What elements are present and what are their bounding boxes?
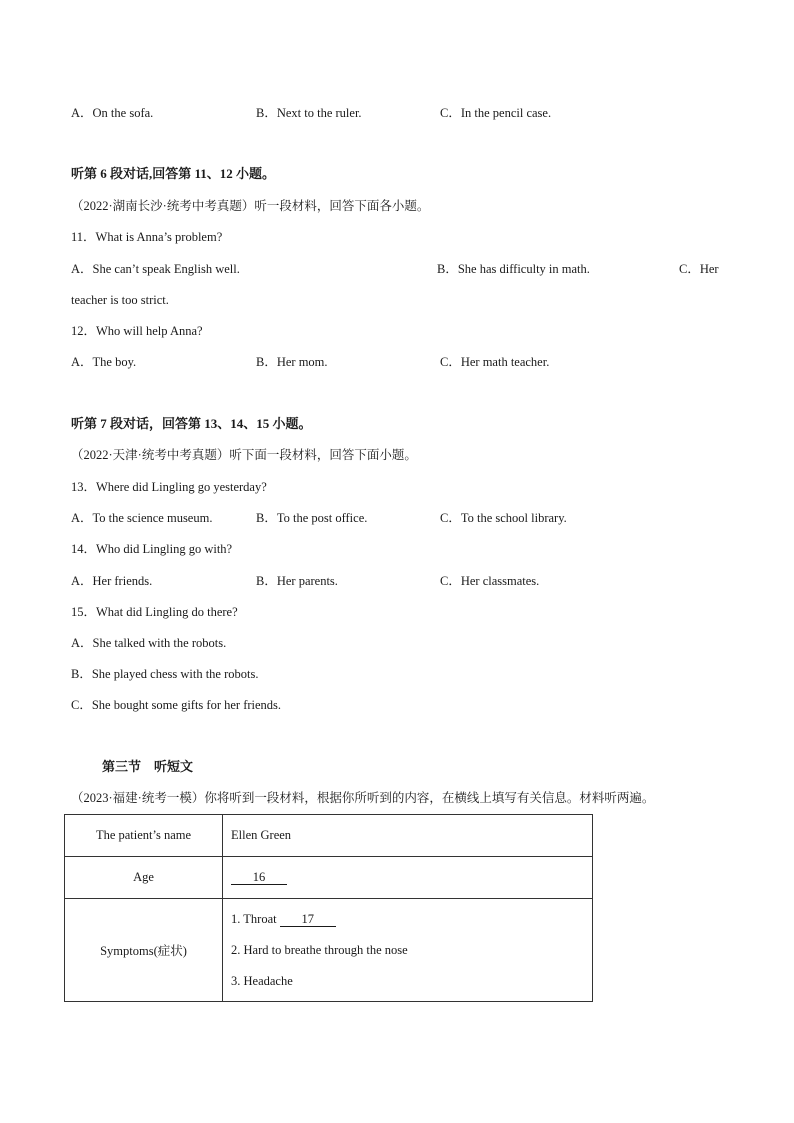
q10-option-b: B．Next to the ruler.: [256, 106, 362, 120]
q12-option-a: A．The boy.: [71, 355, 137, 369]
q13-stem: 13．Where did Lingling go yesterday?: [71, 480, 267, 494]
q14-stem: 14．Who did Lingling go with?: [71, 542, 233, 556]
table-row: [65, 899, 593, 1002]
age-cell: [223, 857, 593, 899]
section7-heading: 听第 7 段对话，回答第 13、14、15 小题。: [71, 416, 312, 431]
age-label: Age: [65, 857, 223, 899]
q15-option-b: B．She played chess with the robots.: [71, 667, 259, 681]
name-label: The patient’s name: [65, 815, 223, 857]
q13-option-a: A．To the science museum.: [71, 511, 213, 525]
q14-option-a: A．Her friends.: [71, 574, 153, 588]
q12-option-b: B．Her mom.: [256, 355, 328, 369]
q13-option-b: B．To the post office.: [256, 511, 368, 525]
part3-title: 第三节 听短文: [102, 759, 194, 774]
symptom-3: 3. Headache: [231, 973, 293, 988]
symptom-1-blank[interactable]: 17: [280, 912, 336, 927]
q11-stem: 11．What is Anna’s problem?: [71, 230, 223, 244]
q11-option-b: B．She has difficulty in math.: [437, 262, 590, 276]
part3-source: （2023·福建·统考一模）你将听到一段材料，根据你所听到的内容，在横线上填写有关信息。材料听两遍。: [71, 791, 655, 805]
patient-info-table: [64, 814, 593, 1002]
q11-option-c-part2: teacher is too strict.: [71, 293, 169, 307]
q10-option-c: C．In the pencil case.: [440, 106, 552, 120]
q15-stem: 15．What did Lingling do there?: [71, 605, 238, 619]
q12-stem: 12．Who will help Anna?: [71, 324, 203, 338]
q10-option-a: A．On the sofa.: [71, 106, 154, 120]
section6-source: （2022·湖南长沙·统考中考真题）听一段材料，回答下面各小题。: [71, 199, 430, 213]
q15-option-a: A．She talked with the robots.: [71, 636, 227, 650]
q11-option-a: A．She can’t speak English well.: [71, 262, 240, 276]
q12-option-c: C．Her math teacher.: [440, 355, 550, 369]
table-row: [65, 815, 593, 857]
name-value: Ellen Green: [223, 815, 593, 857]
symptom-1-prefix: 1. Throat: [231, 911, 277, 926]
q11-option-c-part1: C．Her: [679, 262, 719, 276]
q15-option-c: C．She bought some gifts for her friends.: [71, 698, 282, 712]
table-row: [65, 857, 593, 899]
symptom-2: 2. Hard to breathe through the nose: [231, 942, 408, 957]
symptom-1: [231, 904, 584, 935]
section7-source: （2022·天津·统考中考真题）听下面一段材料，回答下面小题。: [71, 448, 417, 462]
symptoms-cell: [223, 899, 593, 1002]
section6-heading: 听第 6 段对话,回答第 11、12 小题。: [71, 166, 276, 181]
q13-option-c: C．To the school library.: [440, 511, 567, 525]
age-blank[interactable]: 16: [231, 870, 287, 885]
q14-option-b: B．Her parents.: [256, 574, 338, 588]
symptoms-label: Symptoms(症状): [65, 899, 223, 1002]
q14-option-c: C．Her classmates.: [440, 574, 540, 588]
